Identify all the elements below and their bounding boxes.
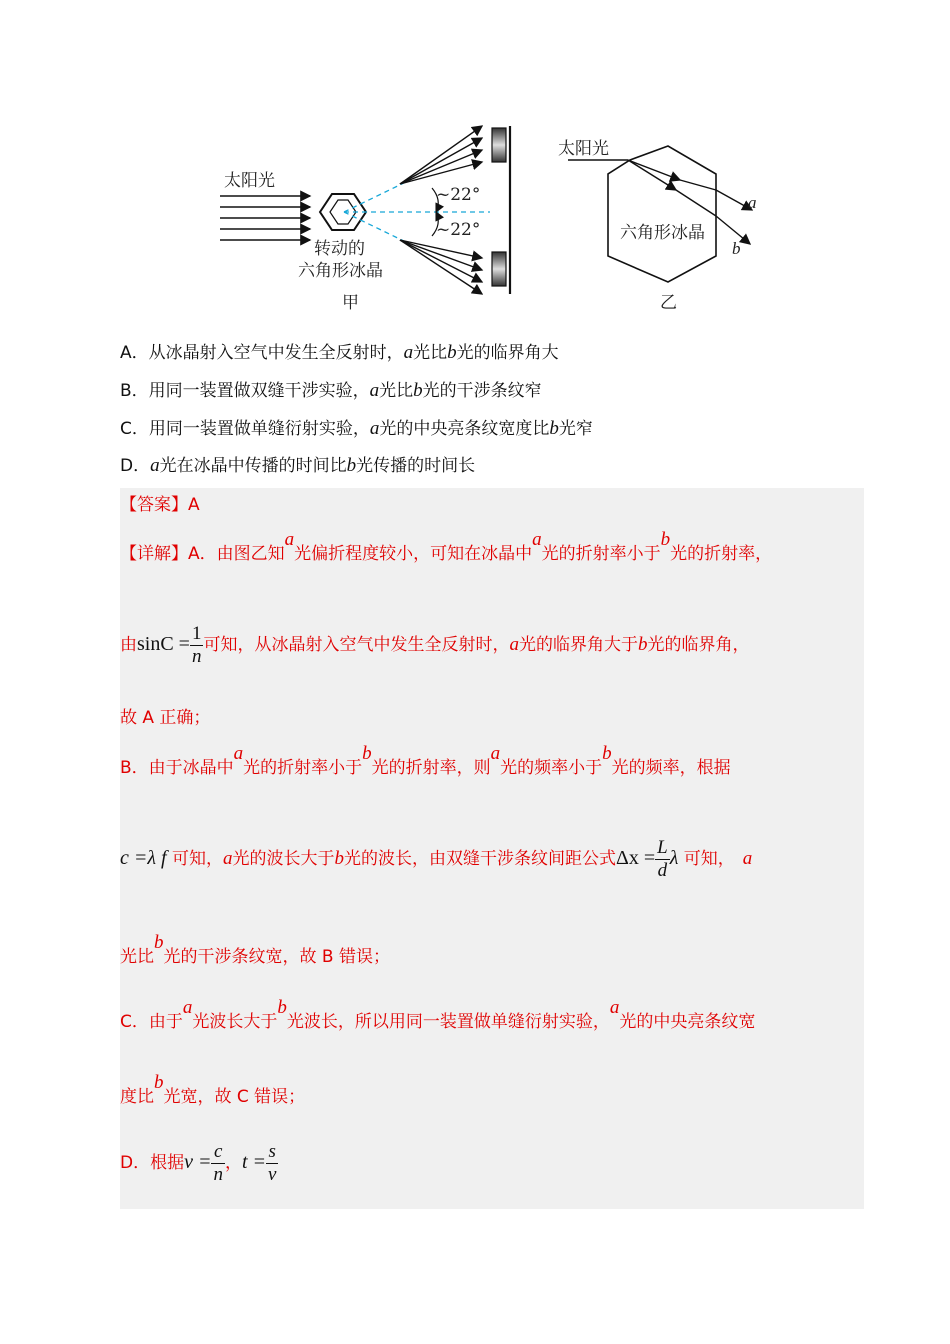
crystal-label-line2: 六角形冰晶 [298,261,383,281]
explain-c-line2: 度比b光宽，故 C 错误； [120,1072,306,1107]
option-b: B．用同一装置做双缝干涉实验，a光比b光的干涉条纹窄 [120,380,542,401]
refracted-rays-upper [400,126,482,184]
option-c: C．用同一装置做单缝衍射实验，a光的中央亮条纹宽度比b光窄 [120,418,593,439]
explain-a-conclusion: 故 A 正确； [120,708,211,728]
refracted-rays-lower [400,240,482,294]
explain-b-line3: 光比b光的干涉条纹宽，故 B 错误； [120,932,390,967]
left-sunlight-label: 太阳光 [224,171,275,191]
ray-b-label: b [732,239,741,258]
angle-label-top: ~22° [436,185,481,205]
optics-figure [210,118,790,318]
explain-a-line2: 由sinC = $\frac{1}{n}$ 可知，从冰晶射入空气中发生全反射时，a光的临界角大于b光的临界角， [120,622,750,667]
incoming-sunlight-rays [220,196,310,240]
caption-yi: 乙 [660,293,677,313]
optics-diagram [210,118,790,318]
rotating-ice-crystal [320,194,366,230]
halo-mark-top [492,128,506,162]
explain-c-line1: C．由于a光波长大于b光波长，所以用同一装置做单缝衍射实验，a光的中央亮条纹宽 [120,997,756,1032]
option-a: A．从冰晶射入空气中发生全反射时，a光比b光的临界角大 [120,342,559,363]
right-sunlight-label: 太阳光 [558,139,609,159]
halo-mark-bottom [492,252,506,286]
caption-jia: 甲 [342,293,359,313]
explain-b-line1: B．由于冰晶中a光的折射率小于b光的折射率，则a光的频率小于b光的频率，根据 [120,743,731,778]
crystal-label-line1: 转动的 [314,239,365,259]
ray-a-label: a [748,193,757,212]
explain-b-line2: c =λ f 可知，a光的波长大于b光的波长，由双缝干涉条纹间距公式Δx = $\frac{L}{d}$ λ 可知， a [120,836,753,881]
right-crystal-label: 六角形冰晶 [620,223,705,243]
explain-d-line: D．根据v = $\frac{c}{n}$ ，t = $\frac{s}{v}$ [120,1140,277,1185]
explain-a-line1: 【详解】A．由图乙知a光偏折程度较小，可知在冰晶中a光的折射率小于b光的折射率， [120,529,773,564]
answer-line: 【答案】A [120,495,200,515]
hexagonal-crystal [608,146,716,282]
angle-label-bottom: ~22° [436,220,481,240]
option-d: D．a光在冰晶中传播的时间比b光传播的时间长 [120,455,476,476]
